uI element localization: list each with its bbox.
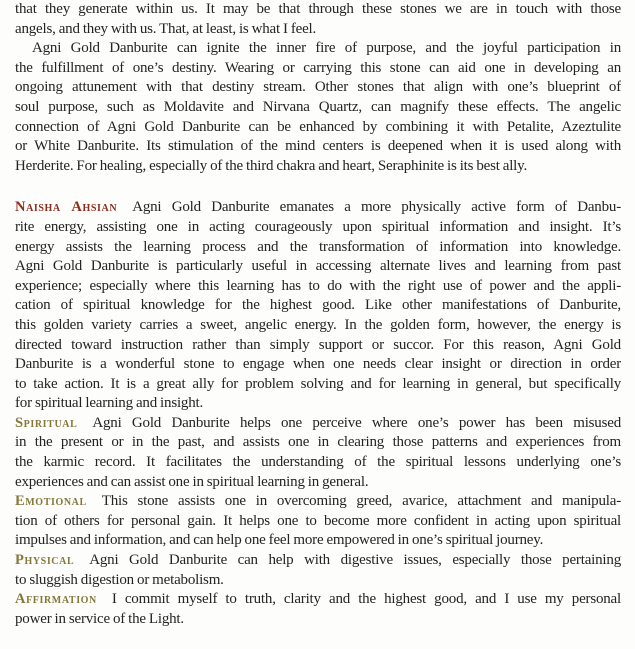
paragraph-emotional <box>15 492 621 551</box>
text-line: Herderite. For healing, especially of the third chakra and heart, Seraphinite is its best ally. <box>15 157 528 174</box>
text-line: or White Danburite. Its stimulation of the mind centers is deepened when it is used along with <box>15 138 621 155</box>
text-line: power in service of the Light. <box>15 610 184 627</box>
text-line: Physical Agni Gold Danburite can help with digestive issues, especially those pertaining <box>15 552 621 569</box>
author-heading: Naisha Ahsian <box>15 199 118 216</box>
text-line: the karmic record. It facilitates the understanding of the spiritual lessons underlying one’s <box>15 454 621 471</box>
paragraph-naisha-ahsian <box>15 198 621 414</box>
text-line: for spiritual learning and insight. <box>15 395 204 412</box>
text-line: Spiritual Agni Gold Danburite helps one perceive where one’s power has been misused <box>15 414 621 431</box>
text-line: Agni Gold Danburite is particularly useful in accessing alternate lives and learning from past <box>15 258 621 275</box>
paragraph-simmons-continuation <box>15 0 621 39</box>
text-line: this golden variety carries a sweet, angelic energy. In the golden form, however, the energy is <box>15 316 621 333</box>
page-text <box>15 0 621 629</box>
section-heading: Spiritual <box>15 414 78 431</box>
text-line: experiences and can assist one in spiritual learning in general. <box>15 473 369 490</box>
text-line: rite energy, assisting one in acting courageously upon spiritual information and insight. It’s <box>15 218 621 235</box>
text-line: Danburite is a wonderful stone to engage when one needs clear insight or direction in order <box>15 356 621 373</box>
text-line: impulses and information, and can help one feel more empowered in one’s spiritual journey. <box>15 532 544 549</box>
text-line: directed toward instruction rather than simply support or succor. For this reason, Agni Gold <box>15 336 621 353</box>
text-line: soul purpose, such as Moldavite and Nirvana Quartz, can magnify these effects. The angelic <box>15 98 621 115</box>
text-line: connection of Agni Gold Danburite can be enhanced by combining it with Petalite, Azeztulite <box>15 118 621 135</box>
text-line: Affirmation I commit myself to truth, clarity and the highest good, and I use my personal <box>15 591 621 608</box>
text-line: Emotional This stone assists one in overcoming greed, avarice, attachment and manipula- <box>15 493 621 510</box>
text-line: the fulfillment of one’s destiny. Wearing or carrying this stone can aid one in developing an <box>15 59 621 76</box>
text-line: cation of spiritual knowledge for the highest good. Like other manifestations of Danburite, <box>15 297 621 314</box>
text-line: that they generate within us. It may be that through these stones we are in touch with those <box>15 1 621 17</box>
text-line: Agni Gold Danburite can ignite the inner fire of purpose, and the joyful participation in <box>32 40 621 57</box>
text-line: to take action. It is a great ally for problem solving and for learning in general, but specifically <box>15 375 621 392</box>
section-heading: Physical <box>15 552 75 569</box>
paragraph-simmons-paragraph <box>15 39 621 176</box>
text-line: Naisha Ahsian Agni Gold Danburite emanates a more physically active form of Danbu- <box>15 199 621 216</box>
section-heading: Emotional <box>15 493 87 510</box>
text-line: angels, and they with us. That, at least, is what I feel. <box>15 20 317 37</box>
text-line: in the present or in the past, and assists one in clearing those patterns and experiences from <box>15 434 621 451</box>
paragraph-spiritual <box>15 414 621 492</box>
text-line: energy assists the learning process and the transformation of information into knowledge. <box>15 238 621 255</box>
text-line: experience; especially where this learning has to do with the right use of power and the appli- <box>15 277 621 294</box>
paragraph-physical <box>15 551 621 590</box>
text-line: tion of others for personal gain. It helps one to become more confident in acting upon spiritual <box>15 512 621 529</box>
paragraph-affirmation <box>15 590 621 629</box>
text-line: ongoing attunement with that destiny stream. Other stones that align with one’s blueprint of <box>15 79 621 96</box>
section-heading: Affirmation <box>15 591 97 608</box>
text-line: to sluggish digestion or metabolism. <box>15 571 224 588</box>
